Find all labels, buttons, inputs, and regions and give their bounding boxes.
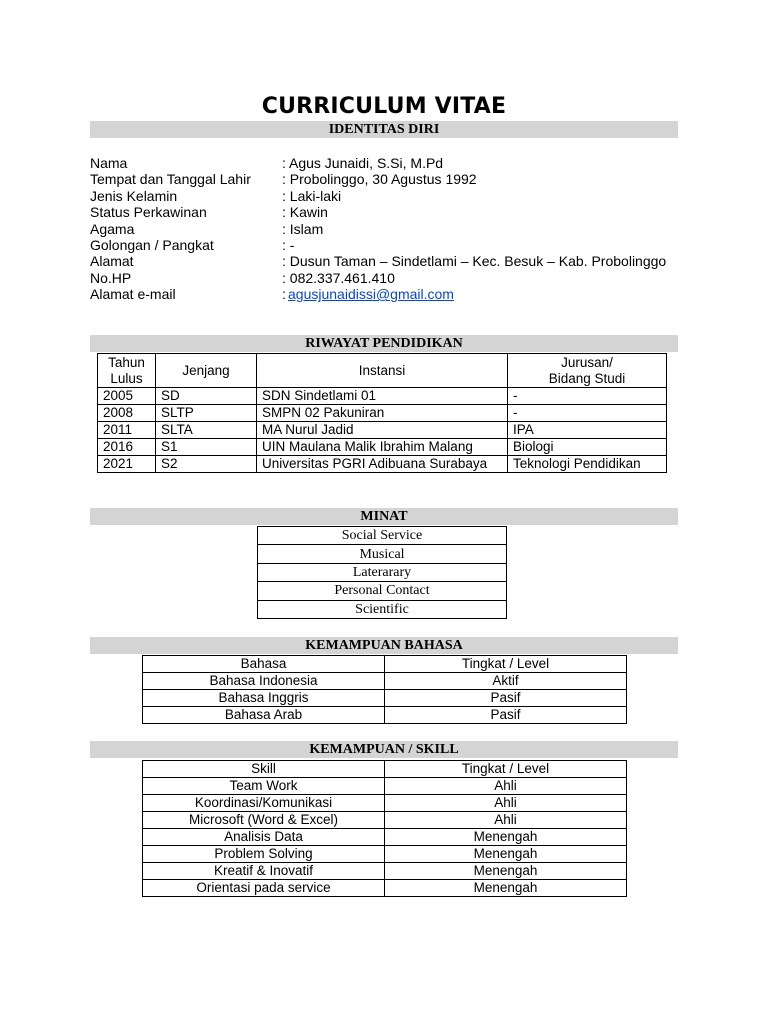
languages-heading: KEMAMPUAN BAHASA	[90, 637, 678, 654]
identity-row	[90, 237, 690, 253]
year-cell: 2016	[98, 439, 156, 456]
interest-cell: Musical	[258, 545, 507, 563]
year-cell: 2011	[98, 422, 156, 439]
identity-value: : 082.337.461.410	[282, 269, 395, 286]
skill-cell: Problem Solving	[143, 846, 385, 863]
skill-cell: Orientasi pada service	[143, 880, 385, 897]
level-cell: S2	[156, 456, 257, 473]
header-major-line2: Bidang Studi	[548, 370, 626, 386]
identity-row	[90, 155, 690, 171]
table-row	[143, 880, 627, 897]
table-row	[143, 707, 627, 724]
major-cell: Biologi	[508, 439, 667, 456]
year-cell: 2005	[98, 388, 156, 405]
institution-cell: Universitas PGRI Adibuana Surabaya	[257, 456, 508, 473]
major-cell: -	[508, 388, 667, 405]
header-skill-level: Tingkat / Level	[385, 761, 627, 778]
table-row	[143, 778, 627, 795]
level-cell: SLTA	[156, 422, 257, 439]
table-row	[258, 563, 507, 581]
identity-row	[90, 286, 690, 302]
identity-label: Jenis Kelamin	[90, 187, 178, 204]
identity-row	[90, 221, 690, 237]
identity-label: No.HP	[90, 269, 132, 286]
institution-cell: SMPN 02 Pakuniran	[257, 405, 508, 422]
languages-table	[142, 655, 627, 724]
identity-list	[90, 155, 690, 303]
major-cell: -	[508, 405, 667, 422]
major-cell: IPA	[508, 422, 667, 439]
identity-value: : Kawin	[282, 204, 328, 221]
identity-heading: IDENTITAS DIRI	[90, 121, 678, 138]
skill-level-cell: Menengah	[385, 829, 627, 846]
skill-cell: Team Work	[143, 778, 385, 795]
skill-level-cell: Ahli	[385, 812, 627, 829]
table-row	[143, 690, 627, 707]
institution-cell: MA Nurul Jadid	[257, 422, 508, 439]
email-separator: :	[282, 286, 286, 303]
identity-label: Status Perkawinan	[90, 204, 207, 221]
identity-row	[90, 253, 690, 269]
table-row	[98, 439, 667, 456]
header-institution: Instansi	[257, 354, 508, 388]
table-row	[143, 846, 627, 863]
page-title: CURRICULUM VITAE	[261, 94, 507, 119]
language-cell: Bahasa Inggris	[143, 690, 385, 707]
level-cell: S1	[156, 439, 257, 456]
institution-cell: UIN Maulana Malik Ibrahim Malang	[257, 439, 508, 456]
skill-level-cell: Menengah	[385, 863, 627, 880]
table-header-row	[143, 656, 627, 673]
identity-label: Alamat	[90, 253, 134, 270]
header-language: Bahasa	[143, 656, 385, 673]
header-year-line1: Tahun	[108, 354, 145, 370]
email-link[interactable]: agusjunaidissi@gmail.com	[288, 286, 454, 303]
level-cell: SD	[156, 388, 257, 405]
language-level-cell: Aktif	[385, 673, 627, 690]
identity-row	[90, 270, 690, 286]
identity-value: : Islam	[282, 220, 324, 237]
skill-cell: Koordinasi/Komunikasi	[143, 795, 385, 812]
level-cell: SLTP	[156, 405, 257, 422]
table-row	[258, 600, 507, 618]
major-cell: Teknologi Pendidikan	[508, 456, 667, 473]
language-level-cell: Pasif	[385, 690, 627, 707]
table-row	[143, 795, 627, 812]
table-header-row	[98, 354, 667, 388]
table-row	[258, 582, 507, 600]
header-skill: Skill	[143, 761, 385, 778]
skill-level-cell: Ahli	[385, 795, 627, 812]
table-row	[143, 812, 627, 829]
skill-cell: Analisis Data	[143, 829, 385, 846]
interest-cell: Scientific	[258, 600, 507, 618]
table-row	[143, 863, 627, 880]
interests-heading: MINAT	[90, 508, 678, 525]
identity-value: : Probolinggo, 30 Agustus 1992	[282, 171, 477, 188]
table-row	[143, 829, 627, 846]
interest-cell: Laterarary	[258, 563, 507, 581]
header-major-line1: Jurusan/	[561, 354, 613, 370]
identity-value: : Agus Junaidi, S.Si, M.Pd	[282, 155, 444, 171]
table-row	[98, 405, 667, 422]
education-table	[97, 353, 667, 473]
identity-label: Tempat dan Tanggal Lahir	[90, 171, 251, 188]
table-header-row	[143, 761, 627, 778]
header-language-level: Tingkat / Level	[385, 656, 627, 673]
interest-cell: Social Service	[258, 527, 507, 545]
identity-label: Golongan / Pangkat	[90, 236, 214, 253]
skills-table	[142, 760, 627, 897]
institution-cell: SDN Sindetlami 01	[257, 388, 508, 405]
language-cell: Bahasa Arab	[143, 707, 385, 724]
header-year	[98, 354, 156, 388]
identity-row	[90, 171, 690, 187]
identity-value: : Dusun Taman – Sindetlami – Kec. Besuk – Kab. Probolinggo	[282, 253, 667, 270]
header-year-line2: Lulus	[110, 370, 143, 386]
language-level-cell: Pasif	[385, 707, 627, 724]
table-row	[98, 388, 667, 405]
skill-cell: Microsoft (Word & Excel)	[143, 812, 385, 829]
header-major	[508, 354, 667, 388]
skill-cell: Kreatif & Inovatif	[143, 863, 385, 880]
identity-label: Nama	[90, 155, 128, 171]
skill-level-cell: Menengah	[385, 846, 627, 863]
year-cell: 2008	[98, 405, 156, 422]
identity-label: Agama	[90, 220, 135, 237]
table-row	[98, 456, 667, 473]
email-label: Alamat e-mail	[90, 286, 176, 303]
education-heading: RIWAYAT PENDIDIKAN	[90, 335, 678, 352]
identity-row	[90, 188, 690, 204]
identity-value: : -	[282, 236, 295, 253]
table-row	[258, 545, 507, 563]
interests-table	[257, 526, 507, 619]
table-row	[143, 673, 627, 690]
identity-value: : Laki-laki	[282, 187, 342, 204]
interest-cell: Personal Contact	[258, 582, 507, 600]
table-row	[98, 422, 667, 439]
table-row	[258, 527, 507, 545]
language-cell: Bahasa Indonesia	[143, 673, 385, 690]
skill-level-cell: Ahli	[385, 778, 627, 795]
header-level: Jenjang	[156, 354, 257, 388]
identity-row	[90, 204, 690, 220]
skill-level-cell: Menengah	[385, 880, 627, 897]
skills-heading: KEMAMPUAN / SKILL	[90, 741, 678, 758]
year-cell: 2021	[98, 456, 156, 473]
